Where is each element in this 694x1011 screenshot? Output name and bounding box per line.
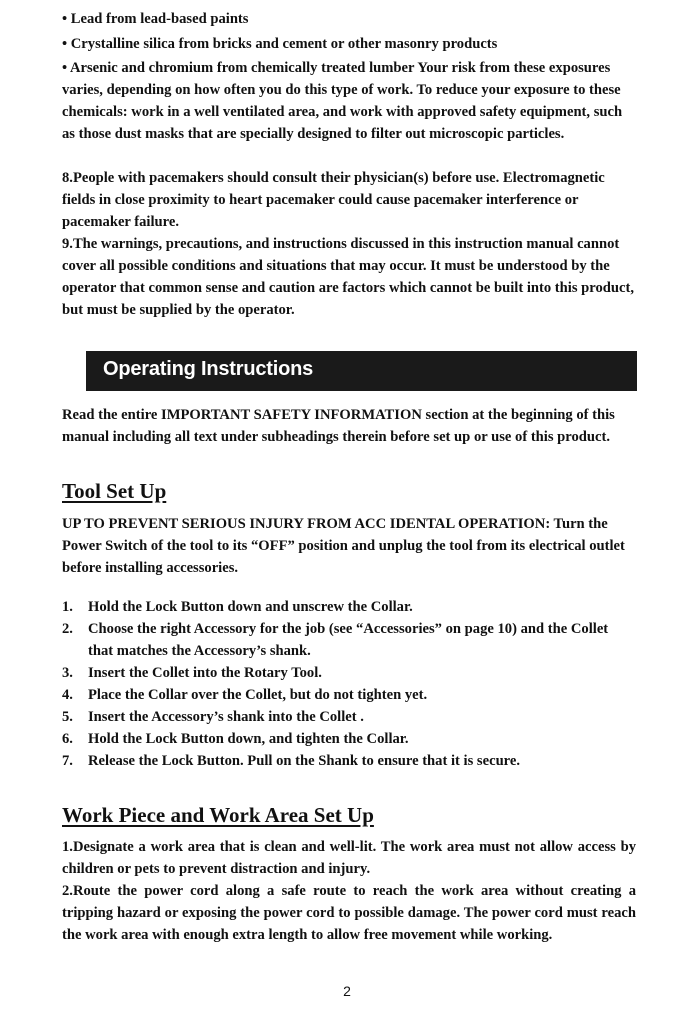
step-text: Release the Lock Button. Pull on the Shank to ensure that it is secure. xyxy=(88,753,521,769)
bullet-arsenic: • Arsenic and chromium from chemically treated lumber Your risk from these exposures varies, depending on how often you do this type of work. To reduce your exposure to these chemicals: work in a well ventilated area, and work with approved safety equipment, such as those dust masks that are specially designed to filter out microscopic particles. xyxy=(62,60,623,142)
step-item xyxy=(62,596,636,618)
step-number: 2. xyxy=(62,621,73,637)
step-text: Insert the Collet into the Rotary Tool. xyxy=(88,665,322,681)
step-text: Choose the right Accessory for the job (see “Accessories” on page 10) and the Collet that matches the Accessory’s shank. xyxy=(88,621,609,659)
step-number: 3. xyxy=(62,665,73,681)
step-text: Insert the Accessory’s shank into the Collet . xyxy=(88,709,364,725)
step-number: 5. xyxy=(62,709,73,725)
work-area-item-1: 1.Designate a work area that is clean and well-lit. The work area must not allow access by children or pets to prevent distraction and injury. xyxy=(62,839,636,877)
tool-setup-heading: Tool Set Up xyxy=(62,479,167,503)
step-text: Place the Collar over the Collet, but do not tighten yet. xyxy=(88,687,428,703)
work-area-heading: Work Piece and Work Area Set Up xyxy=(62,803,374,827)
step-item xyxy=(62,662,636,684)
step-item xyxy=(62,706,636,728)
tool-setup-steps xyxy=(62,596,636,772)
step-item xyxy=(62,684,636,706)
item-9-limitations: 9.The warnings, precautions, and instructions discussed in this instruction manual cannot cover all possible conditions and situations that may occur. It must be understood by the operator that common sense and caution are factors which cannot be built into this product, but must be supplied by the operator. xyxy=(62,236,635,318)
step-number: 6. xyxy=(62,731,73,747)
step-text: Hold the Lock Button down, and tighten the Collar. xyxy=(88,731,409,747)
operating-instructions-banner xyxy=(86,351,637,391)
banner-title: Operating Instructions xyxy=(103,358,314,380)
step-item xyxy=(62,750,636,772)
step-number: 4. xyxy=(62,687,73,703)
read-safety-info: Read the entire IMPORTANT SAFETY INFORMATION section at the beginning of this manual including all text under subheadings therein before set up or use of this product. xyxy=(62,407,615,445)
step-item xyxy=(62,618,636,662)
step-number: 7. xyxy=(62,753,73,769)
step-text: Hold the Lock Button down and unscrew the Collar. xyxy=(88,599,413,615)
step-item xyxy=(62,728,636,750)
page-number: 2 xyxy=(343,983,351,999)
tool-setup-warning: UP TO PREVENT SERIOUS INJURY FROM ACC IDENTAL OPERATION: Turn the Power Switch of the tool to its “OFF” position and unplug the tool from its electrical outlet before installing accessories. xyxy=(62,516,625,576)
step-number: 1. xyxy=(62,599,73,615)
item-8-pacemakers: 8.People with pacemakers should consult their physician(s) before use. Electromagnetic fields in close proximity to heart pacemaker could cause pacemaker interference or pacemaker failure. xyxy=(62,170,605,230)
work-area-item-2: 2.Route the power cord along a safe route to reach the work area without creating a tripping hazard or exposing the power cord to possible damage. The power cord must reach the work area with enough extra length to allow free movement while working. xyxy=(62,883,636,943)
bullet-silica: • Crystalline silica from bricks and cement or other masonry products xyxy=(62,36,498,52)
bullet-lead: • Lead from lead-based paints xyxy=(62,11,249,27)
